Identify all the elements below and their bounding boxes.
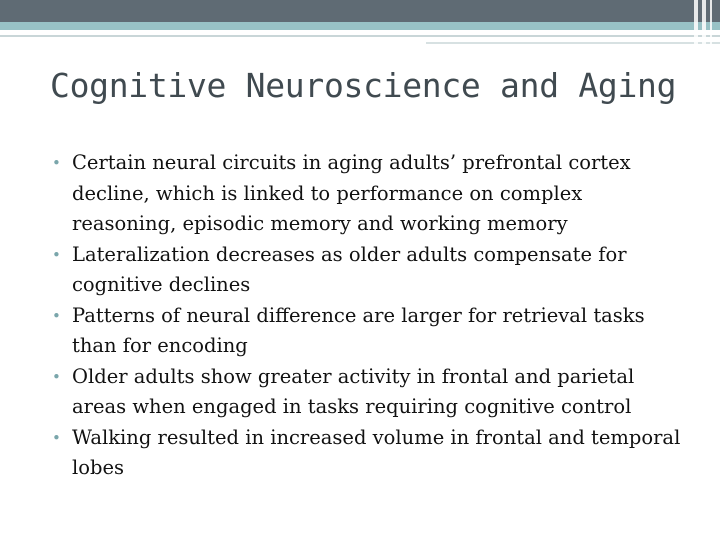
corner-stripes (694, 0, 720, 52)
bullet-text: Certain neural circuits in aging adults’ prefrontal cortex decline, which is linked to performance on complex reasoning, episodic memory and working memory (72, 151, 631, 235)
header-divider-line-short (426, 42, 720, 44)
bullet-icon: • (52, 154, 61, 172)
bullet-text: Older adults show greater activity in frontal and parietal areas when engaged in tasks requiring cognitive control (72, 364, 635, 418)
bullet-text: Lateralization decreases as older adults compensate for cognitive declines (72, 242, 627, 296)
bullet-list (52, 148, 692, 484)
slide-title: Cognitive Neuroscience and Aging (50, 66, 677, 105)
bullet-icon: • (52, 428, 61, 447)
bullet-text: Walking resulted in increased volume in frontal and temporal lobes (72, 425, 681, 479)
bullet-icon: • (52, 306, 61, 325)
header-accent-band (0, 22, 720, 30)
bullet-icon: • (52, 245, 61, 264)
header-band (0, 0, 720, 22)
bullet-item (52, 240, 692, 301)
header-divider-line (0, 35, 720, 37)
bullet-item (52, 362, 692, 423)
bullet-item (52, 423, 692, 484)
bullet-item (52, 148, 692, 240)
bullet-text: Patterns of neural difference are larger for retrieval tasks than for encoding (72, 303, 645, 357)
bullet-item (52, 301, 692, 362)
bullet-icon: • (52, 367, 61, 386)
